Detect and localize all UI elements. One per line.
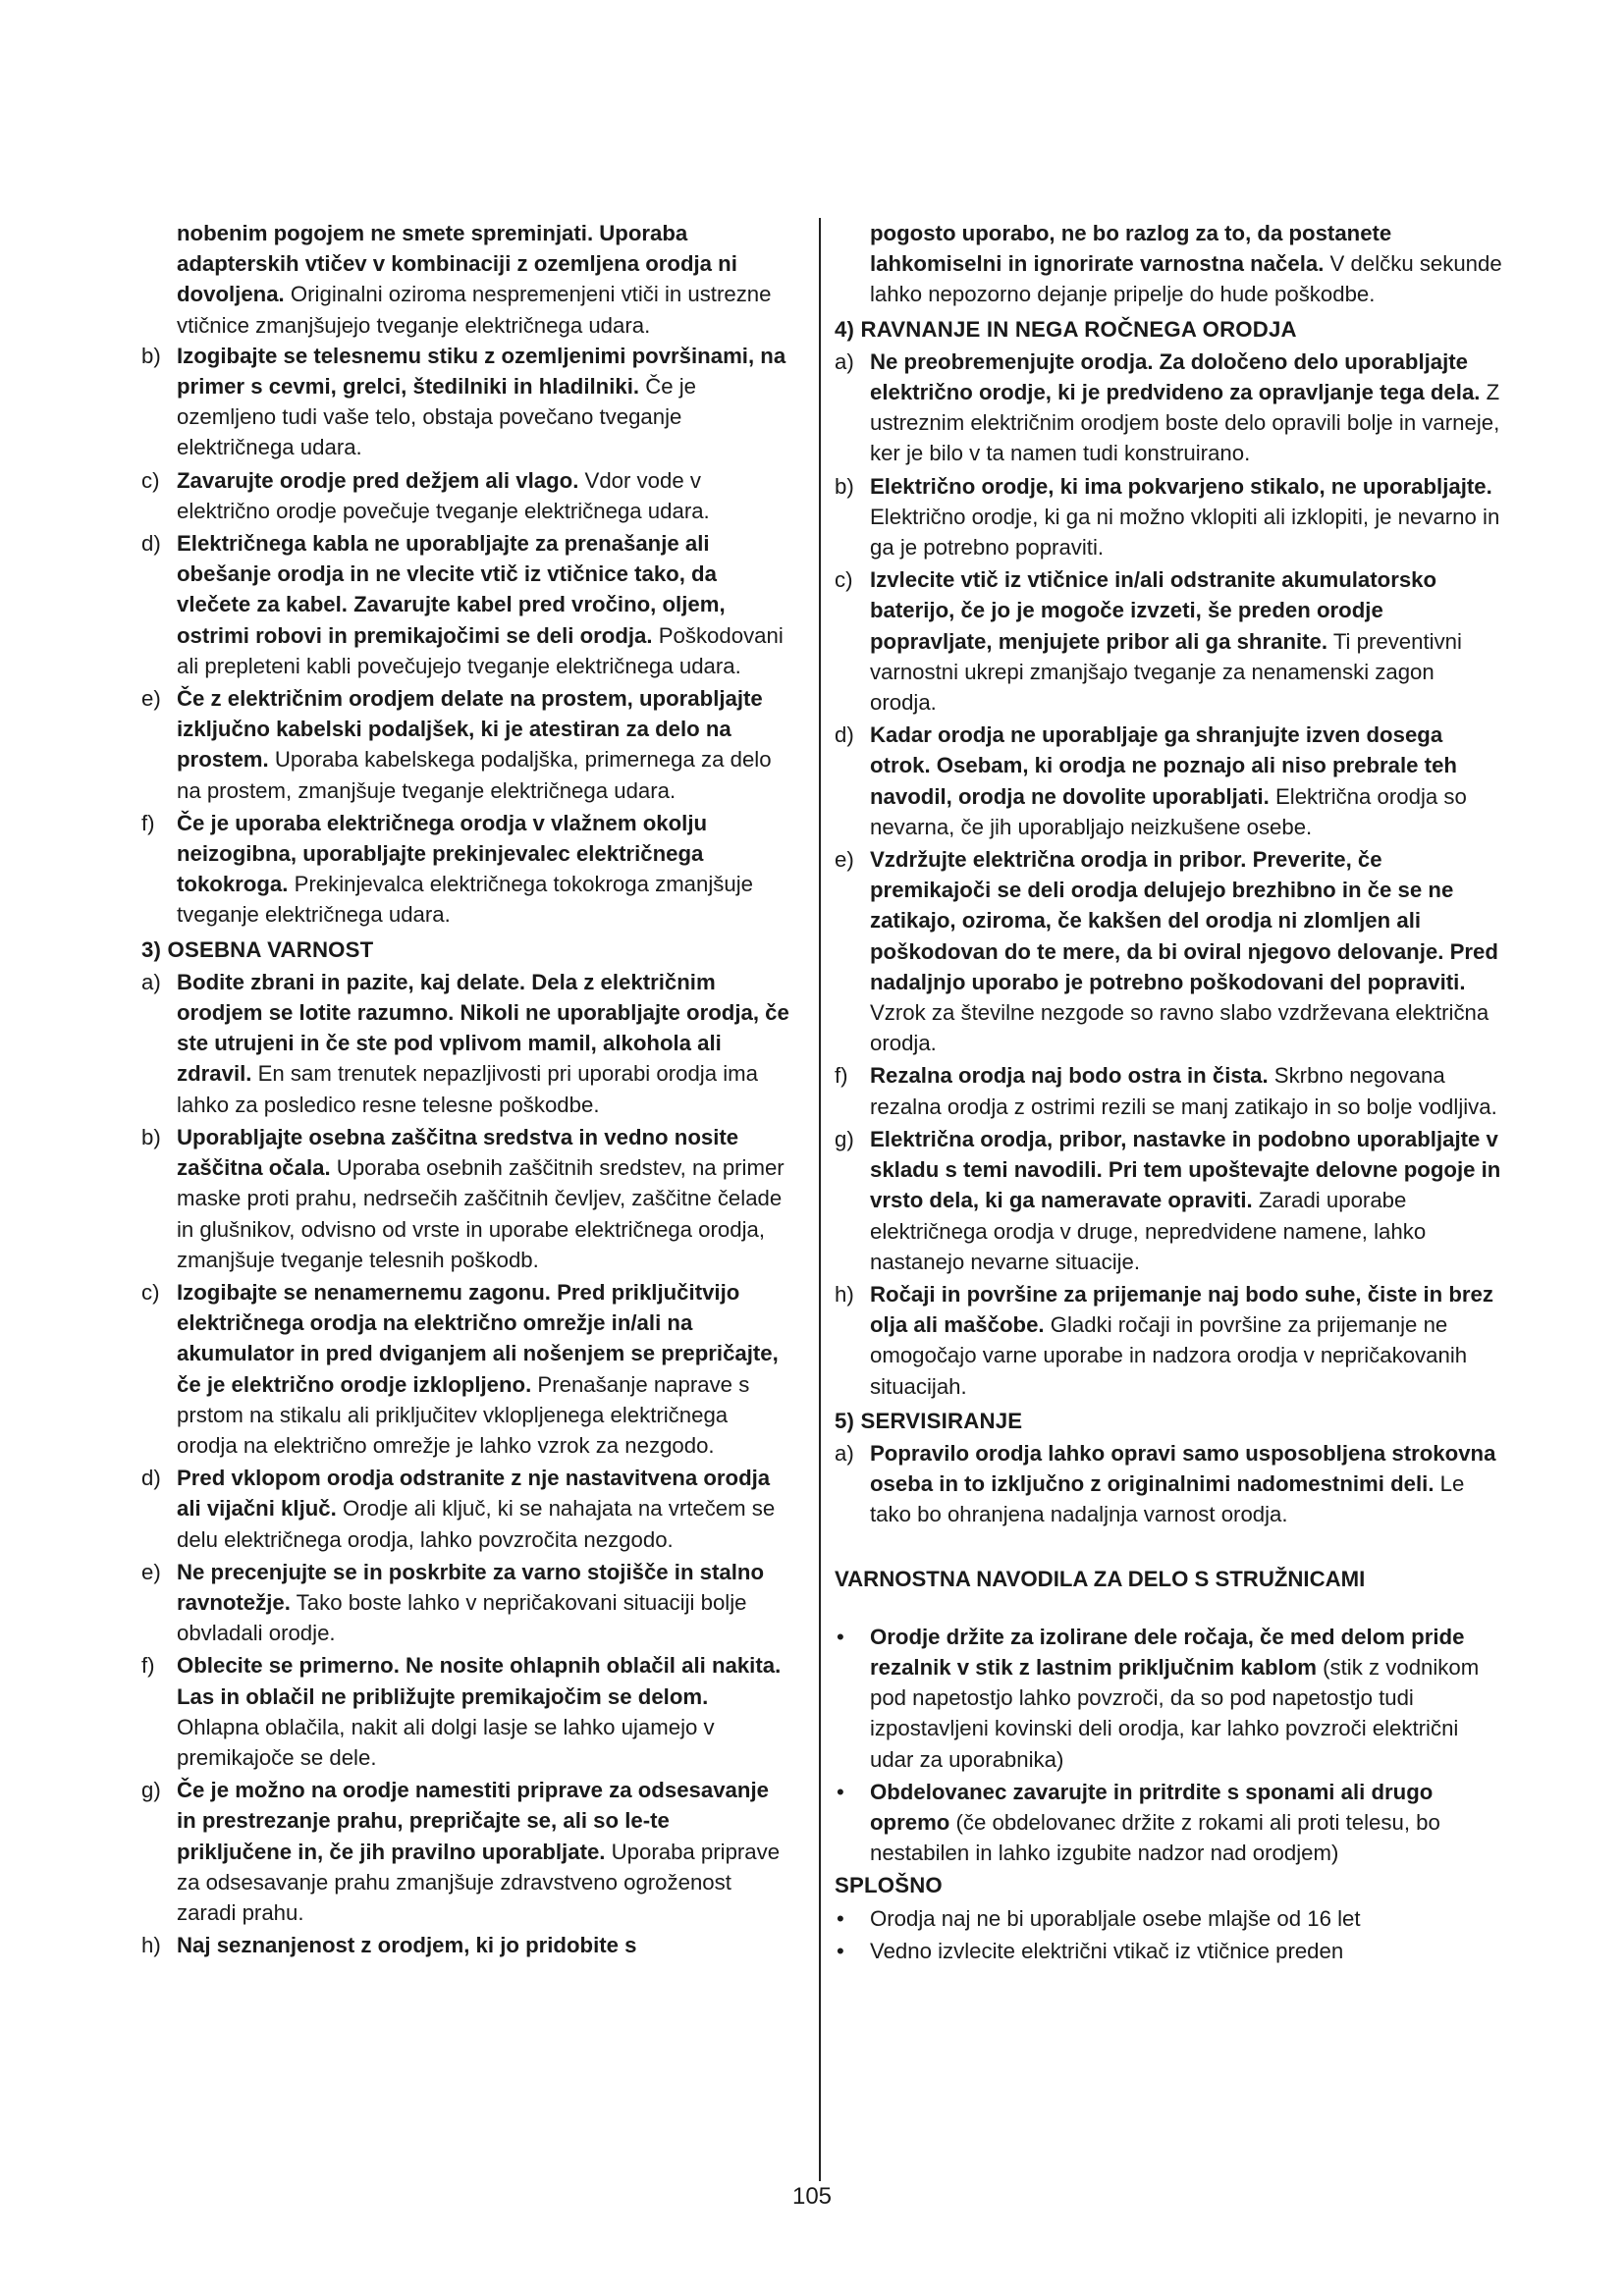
section-heading-personal-safety: 3) OSEBNA VARNOST [141, 936, 374, 962]
list-item: g) Če je možno na orodje namestiti priprave za odsesavanje in prestrezanje prahu, prepričajte se, ali so le-te priključene in, če jih pravilno uporabljate. Uporaba priprave za odsesavanje prahu zmanjšuje zdravstveno ogroženost zaradi prahu. [141, 1778, 781, 1925]
bullet-icon: • [837, 1938, 844, 1963]
right-column [835, 218, 1502, 1968]
list-item: c) Zavarujte orodje pred dežjem ali vlago. Vdor vode v električno orodje povečuje tveganje električnega udara. [141, 467, 710, 523]
bullet-icon: • [837, 1624, 844, 1649]
bullet-icon: • [837, 1905, 844, 1931]
right-intro-paragraph: pogosto uporabo, ne bo razlog za to, da postanete lahkomiselni in ignorirate varnostna načela. V delčku sekunde lahko nepozorno dejanje pripelje do hude poškodbe. [870, 221, 1502, 307]
list-item: e) Ne precenjujte se in poskrbite za varno stojišče in stalno ravnotežje. Tako boste lahko v nepričakovani situaciji bolje obvladali orodje. [141, 1559, 765, 1646]
list-item: a) Ne preobremenjujte orodja. Za določeno delo uporabljajte električno orodje, ki je predvideno za opravljanje tega dela. Z ustreznim električnim orodjem boste delo opravili bolje in varneje, ker je bilo v ta namen tudi konstruirano. [835, 348, 1500, 466]
bullet-item: • Orodje držite za izolirane dele ročaja, če med delom pride rezalnik v stik z lastnim priključnim kablom (stik z vodnikom pod napetostjo lahko povzroči, da so pod napetostjo tudi izpostavljeni kovinski deli orodja, kar lahko povzroči električni udar za uporabnika) [835, 1622, 1502, 1775]
list-item: h) Ročaji in površine za prijemanje naj bodo suhe, čiste in brez olja ali maščobe. Gladki ročaji in površine za prijemanje ne omogočajo varne uporabe in nadzora orodja v nepričakovanih situacijah. [835, 1281, 1493, 1399]
list-item: d) Električnega kabla ne uporabljajte za prenašanje ali obešanje orodja in ne vlecite vtič iz vtičnice tako, da vlečete za kabel. Zavarujte kabel pred vročino, oljem, ostrimi robovi in premikajočimi se deli orodja. Poškodovani ali prepleteni kabli povečujejo tveganje električnega udara. [141, 531, 784, 678]
list-item: e) Vzdržujte električna orodja in pribor. Preverite, če premikajoči se deli orodja delujejo brezhibno in če se ne zatikajo, oziroma, če kakšen del orodja ni zlomljen ali poškodovan do te mere, da bi oviral njegovo delovanje. Pred nadaljnjo uporabo je potrebno poškodovani del popraviti. Vzrok za številne nezgode so ravno slabo vzdrževana električna orodja. [835, 847, 1498, 1056]
left-column [141, 218, 789, 1962]
list-item: c) Izogibajte se nenamernemu zagonu. Pred priključitvijo električnega orodja na električno omrežje in/ali na akumulator in pred dviganjem ali nošenjem se prepričajte, če je električno orodje izklopljeno. Prenašanje naprave s prstom na stikalu ali priključitev vklopljenega električnega orodja na električno omrežje je lahko vzrok za nezgodo. [141, 1279, 779, 1458]
list-item: b) Uporabljajte osebna zaščitna sredstva in vedno nosite zaščitna očala. Uporaba osebnih zaščitnih sredstev, na primer maske proti prahu, nedrsečih zaščitnih čevljev, zaščitne čelade in glušnikov, odvisno od vrste in uporabe električnega orodja, zmanjšuje tveganje telesnih poškodb. [141, 1124, 785, 1272]
section-heading-tool-care: 4) RAVNANJE IN NEGA ROČNEGA ORODJA [835, 316, 1297, 342]
list-item: d) Pred vklopom orodja odstranite z nje nastavitvena orodja ali vijačni ključ. Orodje ali ključ, ki se nahajata na vrtečem se delu električnega orodja, lahko povzročita nezgodo. [141, 1466, 776, 1552]
bullet-icon: • [837, 1779, 844, 1804]
list-item: h) Naj seznanjenost z orodjem, ki jo pridobite s [141, 1933, 637, 1958]
list-item: b) Izogibajte se telesnemu stiku z ozemljenimi površinami, na primer s cevmi, grelci, štedilniki in hladilniki. Če je ozemljeno tudi vaše telo, obstaja povečano tveganje električnega udara. [141, 343, 786, 460]
bullet-item: • Vedno izvlecite električni vtikač iz vtičnice preden [835, 1936, 1502, 1966]
bullet-item: • Obdelovanec zavarujte in pritrdite s sponami ali drugo opremo (če obdelovanec držite z rokami ali proti telesu, bo nestabilen in lahko izgubite nadzor nad orodjem) [835, 1777, 1502, 1869]
section-heading-general: SPLOŠNO [835, 1873, 943, 1898]
left-intro-paragraph: nobenim pogojem ne smete spreminjati. Uporaba adapterskih vtičev v kombinaciji z ozemljena orodja ni dovoljena. Originalni oziroma nespremenjeni vtiči in ustrezne vtičnice zmanjšujejo tveganje električnega udara. [177, 221, 772, 338]
list-item: c) Izvlecite vtič iz vtičnice in/ali odstranite akumulatorsko baterijo, če jo je mogoče izvzeti, še preden orodje popravljate, menjujete pribor ali ga shranite. Ti preventivni varnostni ukrepi zmanjšajo tveganje za nenamenski zagon orodja. [835, 567, 1462, 716]
list-item: e) Če z električnim orodjem delate na prostem, uporabljajte izključno kabelski podaljšek, ki je atestiran za delo na prostem. Uporaba kabelskega podaljška, primernega za delo na prostem, zmanjšuje tveganje električnega udara. [141, 686, 772, 803]
list-item: d) Kadar orodja ne uporabljaje ga shranjujte izven dosega otrok. Osebam, ki orodja ne poznajo ali niso prebrale teh navodil, orodja ne dovolite uporabljati. Električna orodja so nevarna, če jih uporabljajo neizkušene osebe. [835, 722, 1467, 839]
section-heading-servicing: 5) SERVISIRANJE [835, 1408, 1023, 1433]
list-item: g) Električna orodja, pribor, nastavke in podobno uporabljajte v skladu s temi navodili. Pri tem upoštevajte delovne pogoje in vrsto dela, ki ga nameravate opraviti. Zaradi uporabe električnega orodja v druge, nepredvidene namene, lahko nastanejo nevarne situacije. [835, 1126, 1501, 1274]
bullet-item: • Orodja naj ne bi uporabljale osebe mlajše od 16 let [835, 1903, 1502, 1934]
page-number: 105 [791, 2183, 833, 2210]
list-item: b) Električno orodje, ki ima pokvarjeno stikalo, ne uporabljajte. Električno orodje, ki ga ni možno vklopiti ali izklopiti, je nevarno in ga je potrebno popraviti. [835, 473, 1500, 561]
list-item: f) Če je uporaba električnega orodja v vlažnem okolju neizogibna, uporabljajte prekinjevalec električnega tokokroga. Prekinjevalca električnega tokokroga zmanjšuje tveganje električnega udara. [141, 810, 753, 928]
list-item: f) Oblecite se primerno. Ne nosite ohlapnih oblačil ali nakita. Las in oblačil ne približujte premikajočim se delom. Ohlapna oblačila, nakit ali dolgi lasje se lahko ujamejo v premikajoče se dele. [141, 1653, 782, 1770]
list-item: a) Bodite zbrani in pazite, kaj delate. Dela z električnim orodjem se lotite razumno. Nikoli ne uporabljajte orodja, če ste utrujeni in če ste pod vplivom mamil, alkohola ali zdravil. En sam trenutek nepazljivosti pri uporabi orodja ima lahko za posledico resne telesne poškodbe. [141, 969, 789, 1117]
list-item: f) Rezalna orodja naj bodo ostra in čista. Skrbno negovana rezalna orodja z ostrimi rezili se manj zatikajo in so bolje vodljiva. [835, 1063, 1497, 1119]
lathe-safety-heading: VARNOSTNA NAVODILA ZA DELO S STRUŽNICAMI [835, 1566, 1366, 1591]
list-item: a) Popravilo orodja lahko opravi samo usposobljena strokovna oseba in to izključno z originalnimi nadomestnimi deli. Le tako bo ohranjena nadaljnja varnost orodja. [835, 1440, 1496, 1527]
column-divider [819, 218, 821, 2181]
